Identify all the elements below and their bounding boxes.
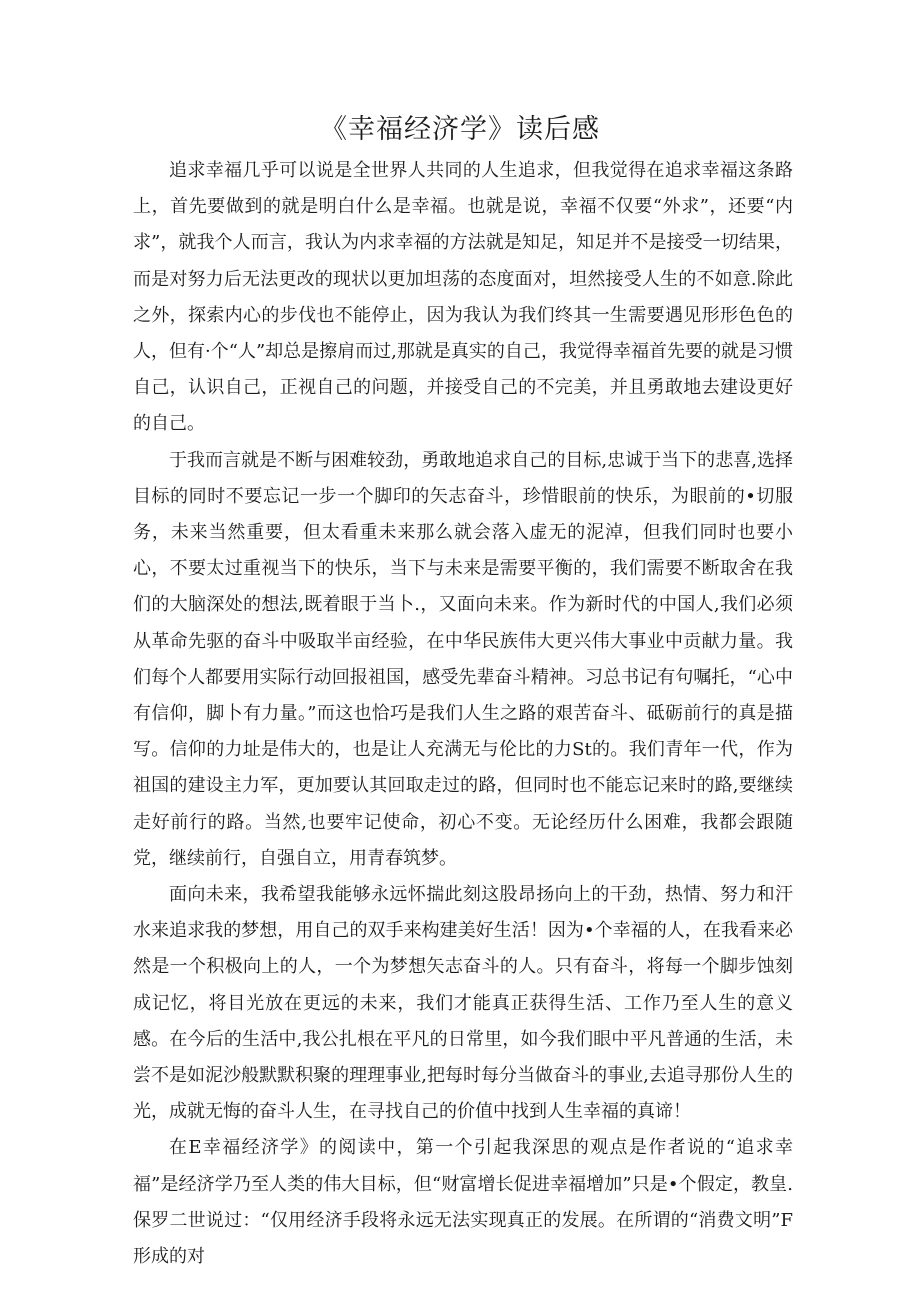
paragraph-3: 面向未来，我希望我能够永远怀揣此刻这股昂扬向上的干劲，热情、努力和汗水来追求我的梦想，用自己的双手来构建美好生活！因为•个幸福的人，在我看来必然是一个积极向上的人，一个为梦想矢志奋斗的人。只有奋斗，将每一个脚步蚀刻成记忆，将目光放在更远的未来，我们才能真正获得生活、工作乃至人生的意义感。在今后的生活中,我公扎根在平凡的日常里，如今我们眼中平凡普通的生活，未尝不是如泥沙般默默积聚的理理事业,把每时每分当做奋斗的事业,去追寻那份人生的光，成就无悔的奋斗人生，在寻找自己的价值中找到人生幸福的真谛！ — [133, 884, 793, 1123]
paragraph-2: 于我而言就是不断与困难较劲，勇敢地追求自己的目标,忠诚于当下的悲喜,选择目标的同时不要忘记一步一个脚印的矢志奋斗，珍惜眼前的快乐，为眼前的•切服务，未来当然重要，但太看重未来那么就会落入虚无的泥淖，但我们同时也要小心，不要太过重视当下的快乐，当下与未来是需要平衡的，我们需要不断取舍在我们的大脑深处的想法,既着眼于当卜.，又面向未来。作为新时代的中国人,我们必须从革命先驱的奋斗中吸取半亩经验，在中华民族伟大更兴伟大事业中贡献力量。我们每个人都要用实际行动回报祖国，感受先辈奋斗精神。习总书记有句嘱托，“心中有信仰，脚卜有力量。”而这也恰巧是我们人生之路的艰苦奋斗、砥砺前行的真是描写。信仰的力址是伟大的，也是让人充满无与伦比的力St的。我们青年一代，作为祖国的建设主力军，更加要认其回取走过的路，但同时也不能忘记来时的路,要继续走好前行的路。当然,也要牢记使命，初心不变。无论经历什么困难，我都会跟随党，继续前行，自强自立，用青春筑梦。 — [133, 449, 793, 869]
document-title: 《幸福经济学》读后感 — [320, 114, 600, 145]
document-body — [133, 153, 793, 1275]
paragraph-1: 追求幸福几乎可以说是全世界人共同的人生追求，但我觉得在追求幸福这条路上，首先要做到的就是明白什么是幸福。也就是说，幸福不仅要“外求”，还要“内求”，就我个人而言，我认为内求幸福的方法就是知足，知足并不是接受一切结果，而是对努力后无法更改的现状以更加坦荡的态度面对，坦然接受人生的不如意.除此之外，探索内心的步伐也不能停止，因为我认为我们终其一生需要遇见形形色色的人，但有·个“人”却总是擦肩而过,那就是真实的自己，我觉得幸福首先要的就是习惯自己，认识自己，正视自己的问题，并接受自己的不完美，并且勇敢地去建设更好的自己。 — [133, 160, 793, 435]
paragraph-4: 在E幸福经济学》的阅读中，第一个引起我深思的观点是作者说的“追求幸福”是经济学乃至人类的伟大目标，但“财富增长促进幸福增加”只是•个假定，教皇.保罗二世说过：“仅用经济手段将永远无法实现真正的发展。在所谓的“消费文明”F形成的对 — [133, 1137, 793, 1268]
